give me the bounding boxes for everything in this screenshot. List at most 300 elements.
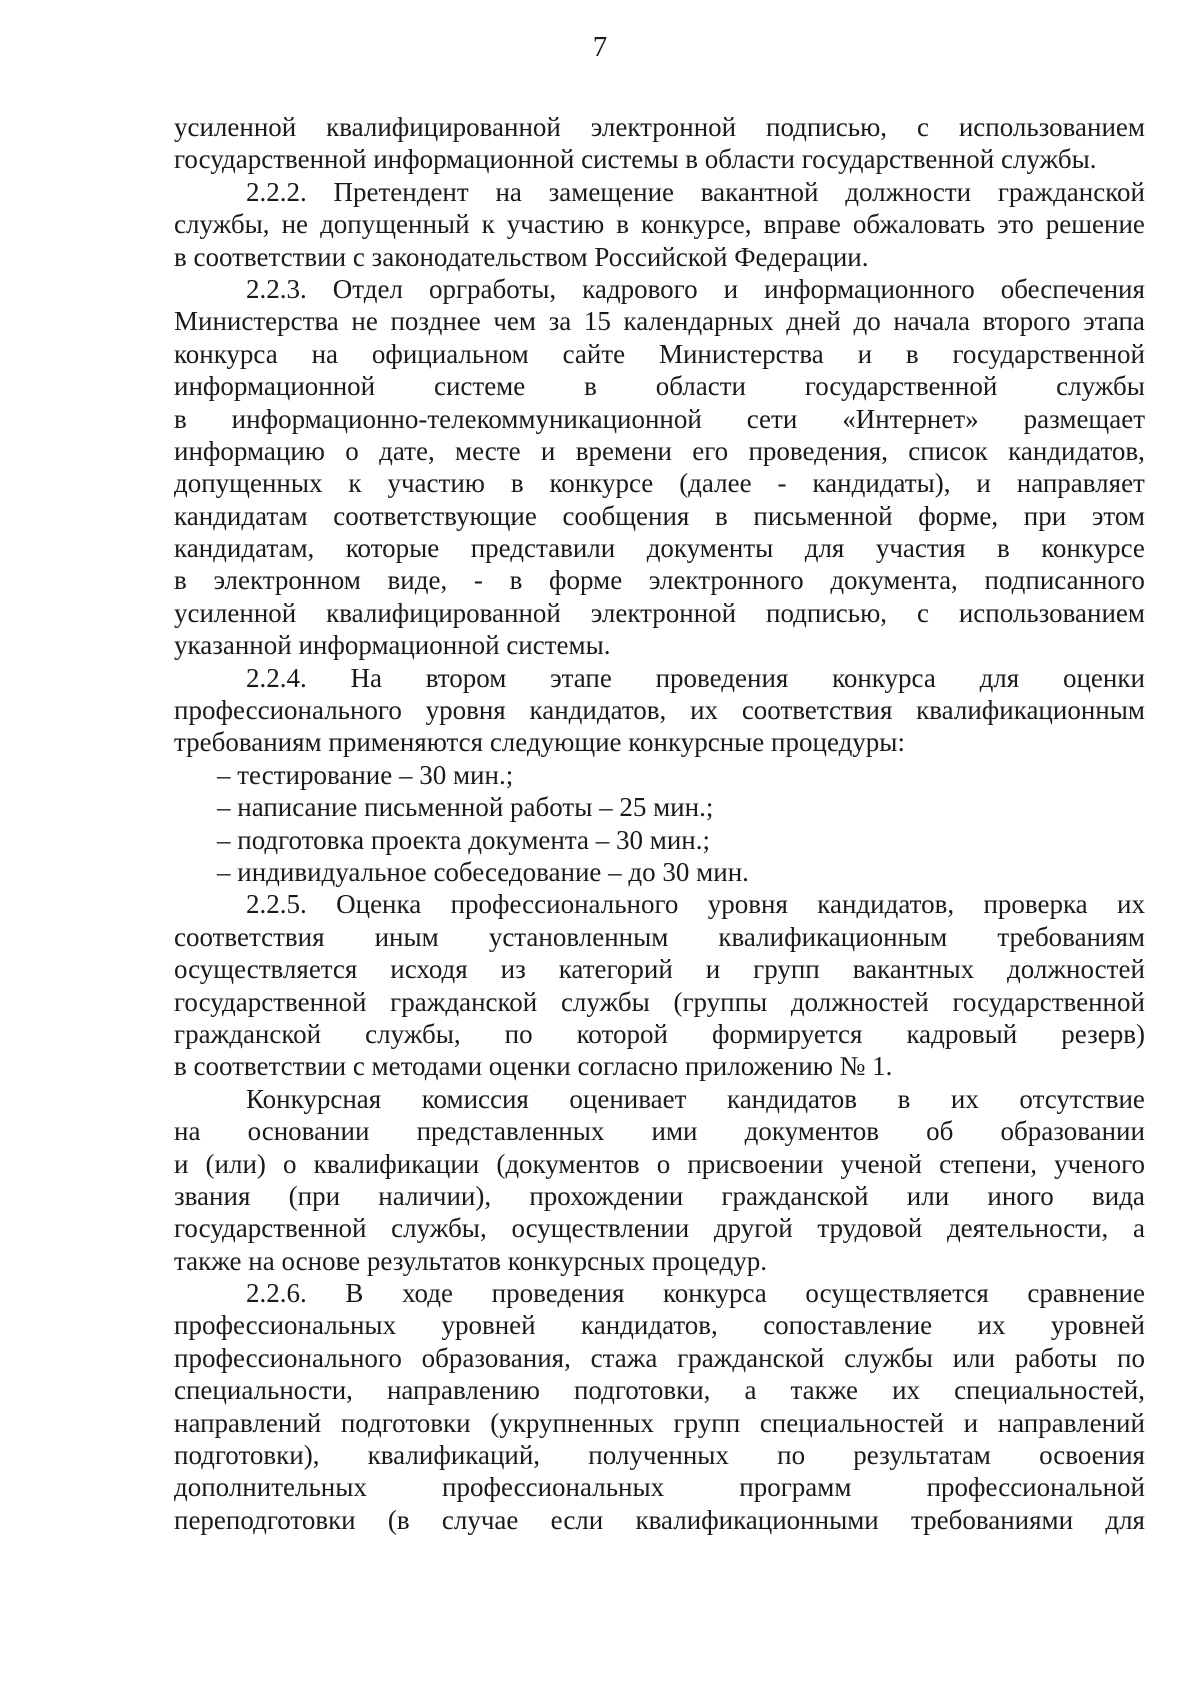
word: по [504,1018,533,1049]
word: их [1117,889,1145,920]
word: основании [247,1116,370,1147]
word: специальности, [174,1375,353,1406]
word: государственной [804,371,998,402]
word: процедур. [652,1245,768,1276]
text-line [174,597,1145,629]
text-line [174,403,1145,435]
word: и [705,954,721,985]
word: переподготовки [174,1504,356,1535]
word: резерв) [1061,1018,1145,1049]
word: вакантной [700,176,819,207]
text-line [174,1018,1145,1050]
word: оценки [488,1051,571,1082]
word: электронной [590,597,737,628]
word: допущенных [174,468,323,499]
word: дней [786,306,841,337]
word: государственной [801,144,995,175]
word: - [473,565,483,596]
word: электронной [590,112,737,142]
word: кандидатам [174,500,308,531]
word: степени, [939,1148,1037,1179]
word: проверка [983,889,1088,920]
word: 2.2.6. [246,1278,307,1309]
word: за [548,306,572,337]
word: государственной [174,144,367,175]
word: соответствии [193,1051,347,1082]
word: должности [845,176,972,207]
word: кандидатов, [581,1310,718,1341]
word: позднее [390,306,481,337]
word: службы, [391,1213,487,1244]
word: в [616,209,629,240]
word: ими [651,1116,698,1147]
word: в [174,1051,187,1082]
word: допущенный [320,209,470,240]
word: Оценка [336,889,422,920]
word: этапе [550,662,612,693]
word: наличии), [378,1180,492,1211]
word: по [777,1440,806,1471]
text-line [174,824,1145,856]
word: групп [673,1407,741,1438]
word: направлению [386,1375,540,1406]
word: в [584,371,597,402]
word: – [217,759,231,790]
word: тестирование [237,759,393,790]
word: конкурсе, [641,209,752,240]
text-line [174,1439,1145,1471]
word: уровня [425,695,506,726]
word: их [690,695,719,726]
word: документов [744,1116,879,1147]
word: должностей [1007,954,1145,985]
text-line [174,953,1145,985]
word: программ [739,1472,852,1503]
word: квалифицированной [326,112,561,142]
word: мин.; [653,792,714,823]
word: деятельности, [946,1213,1109,1244]
text-line [174,500,1145,532]
word: из [500,954,526,985]
word: результатам [853,1440,991,1471]
word: оценки [1062,662,1145,693]
word: информационной [373,144,575,175]
word: 30 [419,759,447,790]
word: этом [1091,500,1145,531]
word: кандидатов, [529,695,667,726]
word: с [352,1051,365,1082]
text-line [174,467,1145,499]
text-line [174,726,1145,758]
word: системы. [506,630,611,661]
word: конкурсе [549,468,654,499]
text-line [174,791,1145,823]
word: сети [746,403,798,434]
word: освоения [1039,1440,1145,1471]
word: осуществляется [805,1278,989,1309]
word: информационного [764,273,975,304]
word: Конкурсная [246,1083,382,1114]
word: и [723,273,739,304]
word: официальном [371,338,529,369]
word: ученой [840,1148,923,1179]
word: проведения, [748,435,888,466]
word: не [351,306,378,337]
word: в [685,144,698,175]
word: письменной [364,792,504,823]
word: осуществлении [511,1213,690,1244]
word: области [655,371,746,402]
word: Министерства [174,306,339,337]
word: с [352,241,365,272]
word: кандидаты), [812,468,951,499]
word: и [540,435,556,466]
word: мин. [696,856,749,887]
word: квалификационным [916,695,1145,726]
word: Федерации. [734,241,869,272]
word: звания [174,1180,251,1211]
word: – [398,759,413,790]
word: специальностей, [954,1375,1145,1406]
word: конкурса [832,662,936,693]
word: 2.2.2. [246,176,307,207]
word: (документов [496,1148,640,1179]
word: подготовки), [174,1440,320,1471]
word: согласно [577,1051,679,1082]
word: профессиональных [174,1310,397,1341]
text-line [174,1407,1145,1439]
word: на [311,338,339,369]
word: и [857,338,873,369]
word: № [839,1051,866,1082]
word: для [804,533,845,564]
word: гражданской [721,1180,869,1211]
word: информационно-телекоммуникационной [231,403,702,434]
text-line [174,1342,1145,1374]
word: следующие [489,727,622,758]
word: или [906,1180,950,1211]
word: случае [441,1504,519,1535]
word: электронного [648,565,804,596]
word: информационной [174,371,376,402]
word: процедуры: [771,727,905,758]
word: для [1105,1504,1145,1535]
text-line [174,1115,1145,1147]
word: соответствующие [333,500,537,531]
word: государственной [952,986,1145,1017]
word: – [217,856,231,887]
word: до [628,856,656,887]
word: уровня [707,889,788,920]
text-line [174,986,1145,1018]
word: уровней [1050,1310,1145,1341]
word: замещение [548,176,675,207]
word: о [656,1148,671,1179]
word: втором [425,662,507,693]
word: установленным [488,921,669,952]
word: оценивает [569,1083,687,1114]
word: групп [753,954,820,985]
word: требованиям [997,921,1145,952]
text-line [174,1245,1145,1277]
text-line [174,370,1145,402]
word: участию [387,468,485,499]
word: профессиональных [442,1472,665,1503]
word: кандидатов, [1008,435,1145,466]
word: проекта [370,824,462,855]
text-line [174,241,1145,273]
word: решение [1045,209,1145,240]
word: трудовой [817,1213,923,1244]
word: размещает [1023,403,1145,434]
word: государственной [952,338,1145,369]
word: документа, [830,565,958,596]
word: в [905,338,919,369]
word: ученого [1054,1148,1145,1179]
word: письменной [753,500,893,531]
word: кандидатов, [817,889,955,920]
word: в [174,241,187,272]
text-line [174,435,1145,467]
word: – [217,792,231,823]
text-line [174,1212,1145,1244]
word: которые [345,533,440,564]
word: с [916,112,929,142]
text-line [174,629,1145,661]
word: участия [875,533,966,564]
word: иным [374,921,439,952]
word: присвоении [687,1148,824,1179]
word: приложению [684,1051,833,1082]
word: их [950,1083,979,1114]
word: времени [575,435,672,466]
word: о [345,435,359,466]
word: документа [468,824,589,855]
word: о [283,1148,297,1179]
word: квалификации [313,1148,480,1179]
word: подписью, [766,112,888,142]
word: обжаловать [852,209,986,240]
word: «Интернет» [842,403,979,434]
word: службы. [1000,144,1097,175]
text-line [174,143,1145,175]
word: области [704,144,796,175]
word: полученных [588,1440,729,1471]
word: подготовки [340,1407,471,1438]
word: (или) [205,1148,266,1179]
word: направлений [997,1407,1145,1438]
word: должностей [790,986,929,1017]
word: для [979,662,1020,693]
word: по [1117,1342,1145,1373]
word: иного [987,1180,1054,1211]
word: мин.; [649,824,710,855]
word: начала [893,306,970,337]
word: проведения [491,1278,625,1309]
word: конкурса [174,338,278,369]
word: на [174,1116,201,1147]
word: информацию [174,435,325,466]
word: проведения [655,662,789,693]
text-line [174,208,1145,240]
text-line [174,532,1145,564]
word: усиленной [174,597,297,628]
word: и [174,1148,189,1179]
word: стажа [590,1342,658,1373]
word: в [510,468,524,499]
text-line [174,1050,1145,1082]
word: представленных [416,1116,605,1147]
text-line [174,1148,1145,1180]
word: подготовки, [573,1375,711,1406]
word: Российской [594,241,728,272]
word: в [174,403,187,434]
word: – [595,824,610,855]
word: сообщения [562,500,690,531]
text-line [174,1374,1145,1406]
word: (укрупненных [490,1407,654,1438]
word: календарных [623,306,774,337]
word: квалифицированной [326,597,561,628]
word: В [345,1278,364,1309]
word: а [744,1375,757,1406]
word: (далее [679,468,752,499]
word: это [997,209,1034,240]
word: специальностей [759,1407,944,1438]
word: соответствия [174,921,325,952]
word: вправе [763,209,841,240]
word: требованиям [174,727,322,758]
word: государственной [174,986,367,1017]
word: государственной [174,1213,367,1244]
text-line [174,1504,1145,1536]
word: с [916,597,929,628]
word: этапа [1083,306,1145,337]
document-body [174,111,1145,1536]
word: гражданской [174,1018,322,1049]
word: в [509,565,523,596]
word: - [777,468,787,499]
word: собеседование [433,856,602,887]
word: дате, [379,435,435,466]
word: к [481,209,495,240]
word: гражданской [390,986,538,1017]
word: написание [237,792,358,823]
word: системе [433,371,526,402]
word: требованиями [911,1504,1074,1535]
word: уровней [441,1310,536,1341]
word: об [926,1116,954,1147]
word: 2.2.3. [246,273,307,304]
word: вида [1092,1180,1145,1211]
word: 2.2.4. [246,662,307,693]
word: в [174,565,187,596]
word: кандидатов [726,1083,858,1114]
word: сравнение [1027,1278,1145,1309]
word: подписью, [766,597,888,628]
word: представили [470,533,616,564]
word: к [348,468,362,499]
word: конкурсе [1041,533,1145,564]
word: квалификаций, [367,1440,541,1471]
word: мин.; [452,759,514,790]
text-line [174,1471,1145,1503]
word: 15 [583,306,611,337]
word: системы [581,144,679,175]
word: при [1023,500,1067,531]
word: которой [576,1018,668,1049]
word: службы [560,986,650,1017]
word: работы [1014,1342,1098,1373]
word: законодательством [371,241,588,272]
text-line [174,305,1145,337]
word: его [692,435,729,466]
word: конкурса [663,1278,767,1309]
text-line [174,1277,1145,1309]
word: исходя [390,954,468,985]
word: (в [387,1504,410,1535]
word: подготовка [237,824,365,855]
word: гражданской [997,176,1145,207]
word: профессионального [174,1342,402,1373]
word: информационной [298,630,500,661]
text-line [174,662,1145,694]
word: использованием [958,112,1145,142]
word: 30 [662,856,690,887]
word: (группы [673,986,768,1017]
word: направлений [174,1407,322,1438]
word: использованием [958,597,1145,628]
text-line [174,856,1145,888]
word: конкурсных [507,1245,646,1276]
word: 30 [615,824,643,855]
word: – [608,856,622,887]
word: соответствии [193,241,347,272]
word: индивидуальное [237,856,427,887]
word: кандидатам, [174,533,315,564]
word: документы [646,533,774,564]
text-line [174,888,1145,920]
word: гражданской [677,1342,825,1373]
word: методами [371,1051,483,1082]
word: второго [982,306,1071,337]
text-line [174,273,1145,305]
page-number: 7 [592,31,608,63]
word: другой [713,1213,793,1244]
word: вакантных [852,954,975,985]
word: в [715,500,728,531]
word: их [892,1375,921,1406]
word: форме [549,565,623,596]
word: службы [1056,371,1145,402]
word: – [217,824,231,855]
word: категорий [558,954,673,985]
word: – [599,792,613,823]
word: 25 [619,792,647,823]
word: в [996,533,1010,564]
text-line [174,111,1145,143]
word: (при [288,1180,341,1211]
word: применяются [328,727,484,758]
word: ходе [402,1278,453,1309]
word: усиленной [174,112,297,142]
word: на [495,176,522,207]
text-line [174,921,1145,953]
word: сайте [562,338,626,369]
word: осуществляется [174,954,358,985]
word: подписанного [984,565,1145,596]
word: их [977,1310,1006,1341]
